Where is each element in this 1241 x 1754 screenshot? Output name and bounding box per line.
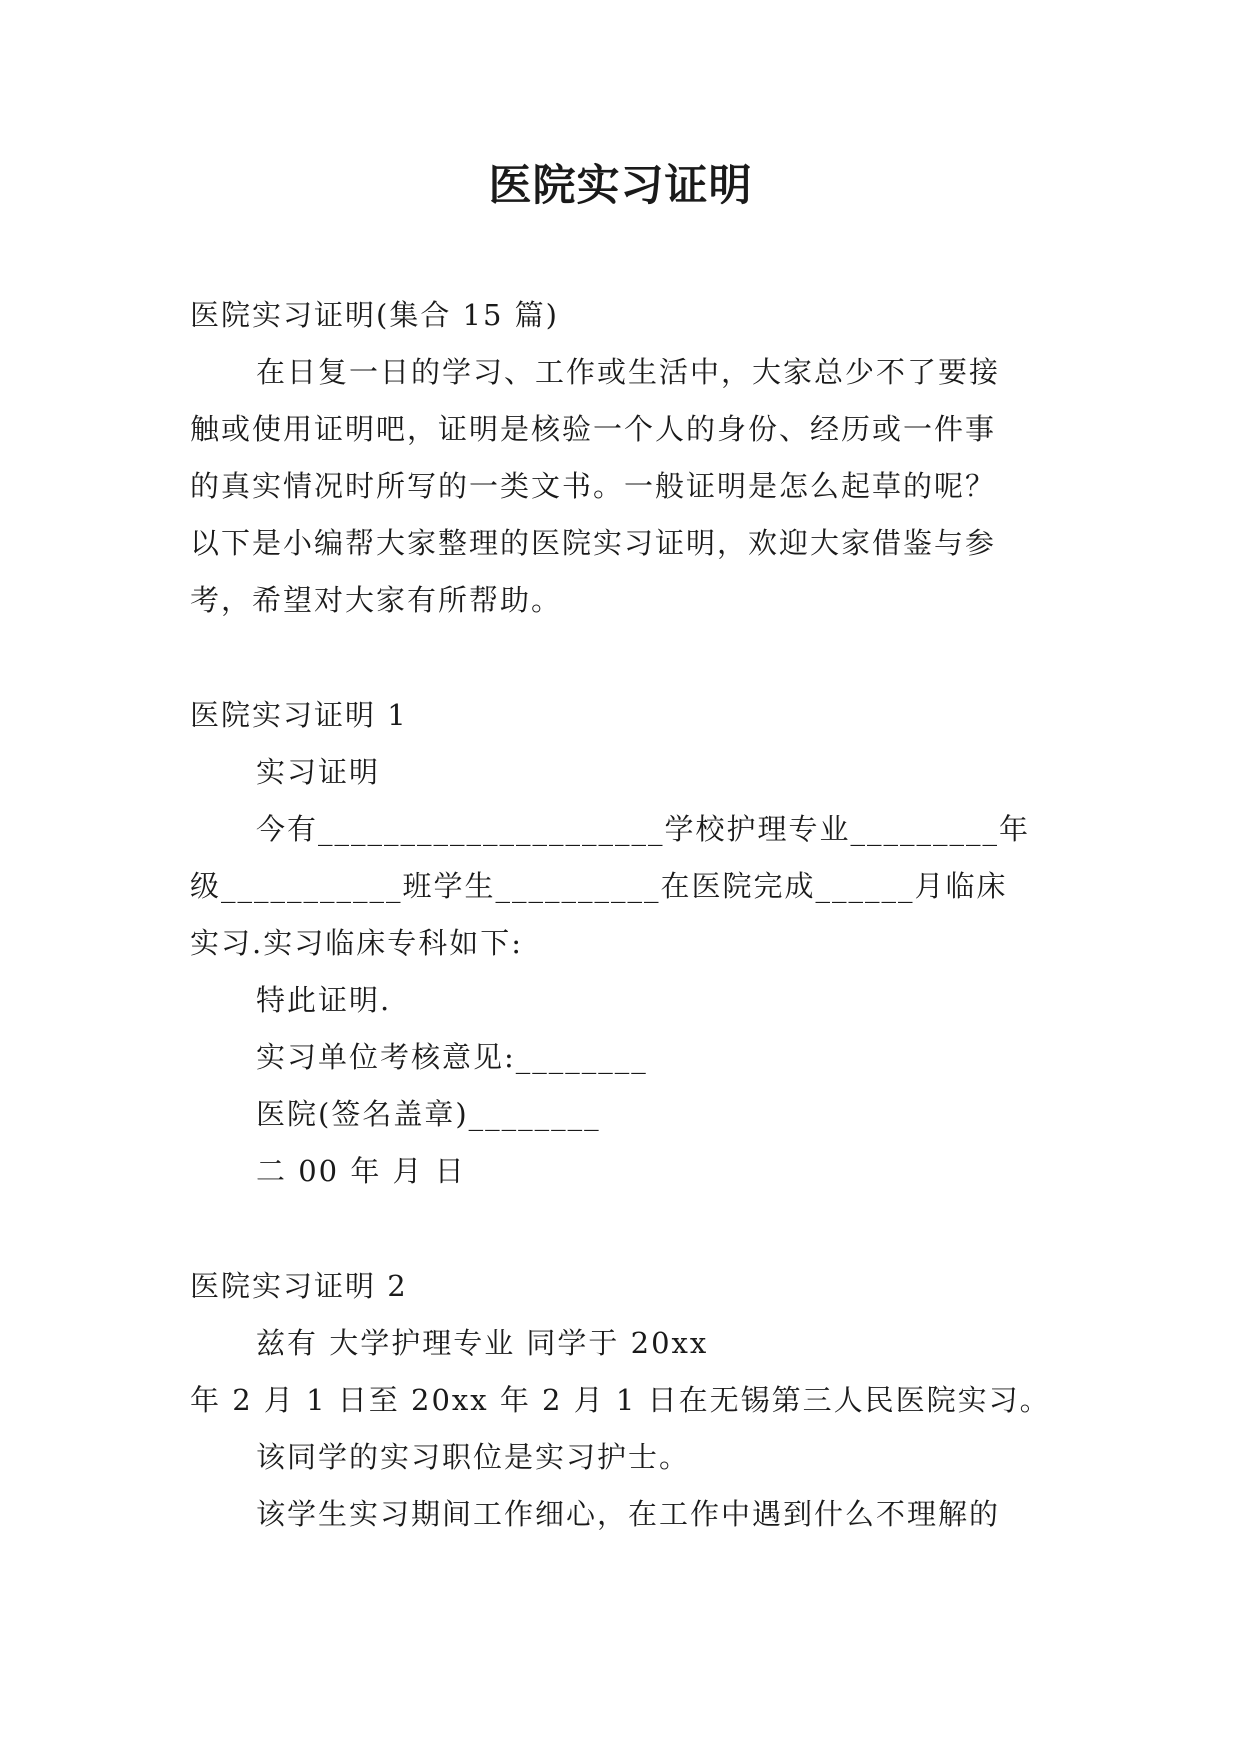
section-1-line: 特此证明. [256, 983, 392, 1017]
section-2-line: 年 2 月 1 日至 20xx 年 2 月 1 日在无锡第三人民医院实习。 [190, 1383, 1051, 1417]
section-1-line: 实习.实习临床专科如下: [190, 926, 523, 960]
intro-line: 在日复一日的学习、工作或生活中，大家总少不了要接 [256, 355, 1001, 389]
intro-line: 触或使用证明吧，证明是核验一个人的身份、经历或一件事 [190, 412, 997, 446]
section-1-line: 实习单位考核意见:________ [256, 1040, 648, 1074]
document-title: 医院实习证明 [488, 161, 753, 211]
section-2-heading: 医院实习证明 2 [190, 1269, 408, 1303]
section-1-line: 实习证明 [256, 755, 381, 789]
section-1-heading: 医院实习证明 1 [190, 698, 408, 732]
section-1-line: 二 00 年 月 日 [256, 1154, 466, 1188]
section-2-line: 该学生实习期间工作细心，在工作中遇到什么不理解的 [256, 1497, 1001, 1531]
section-1-line: 今有_____________________学校护理专业_________年 [256, 812, 1031, 846]
intro-line: 以下是小编帮大家整理的医院实习证明，欢迎大家借鉴与参 [190, 526, 997, 560]
section-1-line: 级___________班学生__________在医院完成______月临床 [190, 869, 1008, 903]
section-2-line: 兹有 大学护理专业 同学于 20xx [256, 1326, 709, 1360]
section-1-line: 医院(签名盖章)________ [256, 1097, 601, 1131]
intro-line: 的真实情况时所写的一类文书。一般证明是怎么起草的呢？ [190, 469, 997, 503]
section-2-line: 该同学的实习职位是实习护士。 [256, 1440, 691, 1474]
intro-line: 考，希望对大家有所帮助。 [190, 583, 563, 617]
document-subtitle: 医院实习证明(集合 15 篇) [190, 298, 559, 332]
